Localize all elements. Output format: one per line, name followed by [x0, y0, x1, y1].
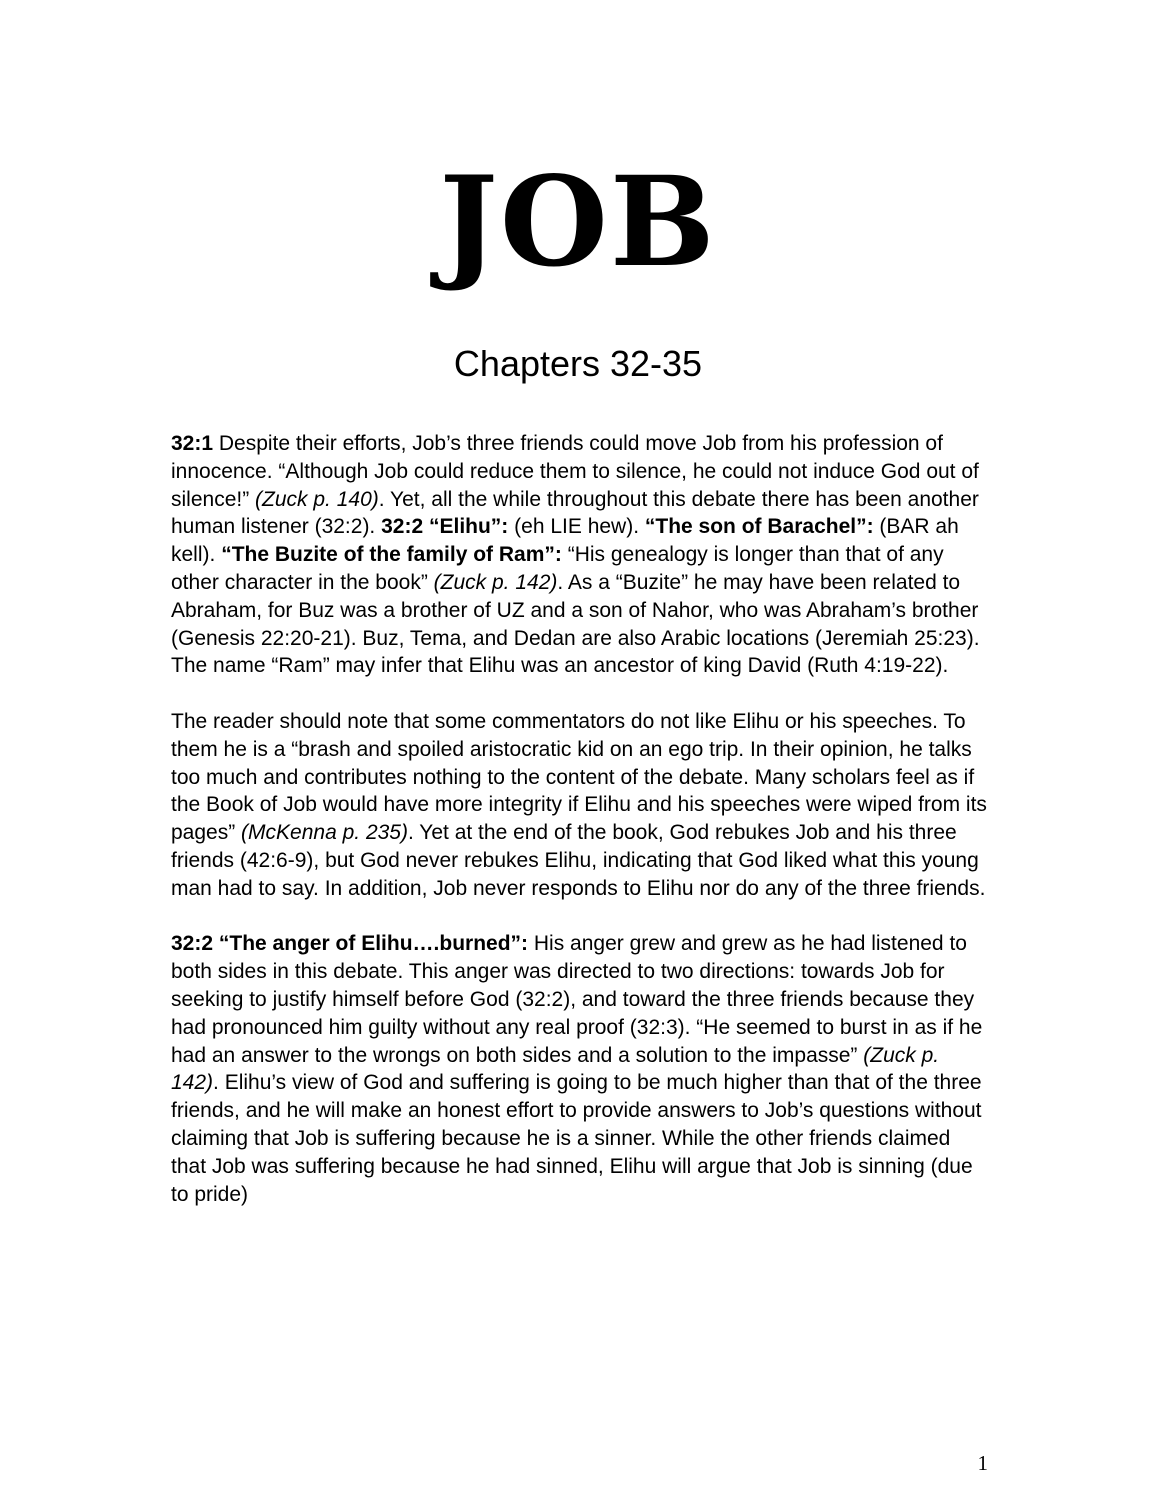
paragraph-commentators	[171, 708, 991, 903]
text-run: The reader should note that some commentators do not like Elihu or his speeches. To them he is a “brash and spoiled aristocratic kid on an ego trip. In their opinion, he talks too much and contributes nothing to the content of the debate. Many scholars feel as if the Book of Job would have more integrity if Elihu and his speeches were wiped from its pages”	[171, 709, 987, 845]
text-run: (eh LIE hew).	[508, 515, 645, 539]
page-number: 1	[977, 1451, 988, 1475]
page-subtitle: Chapters 32-35	[453, 343, 703, 384]
text-run: . Yet, all the while throughout this debate there has been another human listener (32:2).	[171, 487, 979, 539]
citation: (Zuck p. 140)	[255, 487, 379, 511]
text-run: . As a “Buzite” he may have been related to Abraham, for Buz was a brother of UZ and a son of Nahor, who was Abraham’s brother (Genesis 22:20-21). Buz, Tema, and Dedan are also Arabic locations (Jeremiah 25:23). The name “Ram” may infer that Elihu was an ancestor of king David (Ruth 4:19-22).	[171, 570, 980, 678]
citation: (McKenna p. 235)	[241, 821, 408, 845]
text-run: (BAR ah kell).	[171, 515, 959, 567]
document-body	[171, 430, 991, 1208]
paragraph-32-1	[171, 430, 991, 680]
citation: (Zuck p. 142)	[433, 570, 558, 594]
text-run: “His genealogy is longer than that of any other character in the book”	[171, 543, 944, 594]
page-title: JOB	[439, 150, 717, 295]
bold-reference: 32:2 “Elihu”:	[381, 515, 509, 539]
paragraph-gap	[171, 680, 991, 708]
bold-reference: 32:1	[171, 432, 214, 455]
paragraph-anger-of-elihu	[171, 930, 991, 1208]
text-run: His anger grew and grew as he had listened to both sides in this debate. This anger was directed to two directions: towards Job for seeking to justify himself before God (32:2), and toward the three friends because they had pronounced him guilty without any real proof (32:3). “He seemed to burst in as if he had an answer to the wrongs on both sides and a solution to the impasse”	[171, 932, 983, 1067]
citation: (Zuck p. 142)	[171, 1043, 940, 1095]
bold-reference: “The Buzite of the family of Ram”:	[221, 543, 562, 567]
bold-reference: “The son of Barachel”:	[644, 515, 874, 539]
bold-reference: 32:2 “The anger of Elihu….burned”:	[171, 932, 529, 956]
text-run: . Yet at the end of the book, God rebukes Job and his three friends (42:6-9), but God never rebukes Elihu, indicating that God liked what this young man had to say. In addition, Job never responds to Elihu nor do any of the three friends.	[171, 821, 986, 900]
text-run: Despite their efforts, Job’s three friends could move Job from his profession of innocence. “Although Job could reduce them to silence, he could not induce God out of silence!”	[171, 432, 979, 511]
paragraph-gap	[171, 903, 991, 931]
text-run: . Elihu’s view of God and suffering is going to be much higher than that of the three friends, and he will make an honest effort to provide answers to Job’s questions without claiming that Job is suffering because he is a sinner. While the other friends claimed that Job was suffering because he had sinned, Elihu will argue that Job is sinning (due to pride)	[171, 1071, 982, 1206]
